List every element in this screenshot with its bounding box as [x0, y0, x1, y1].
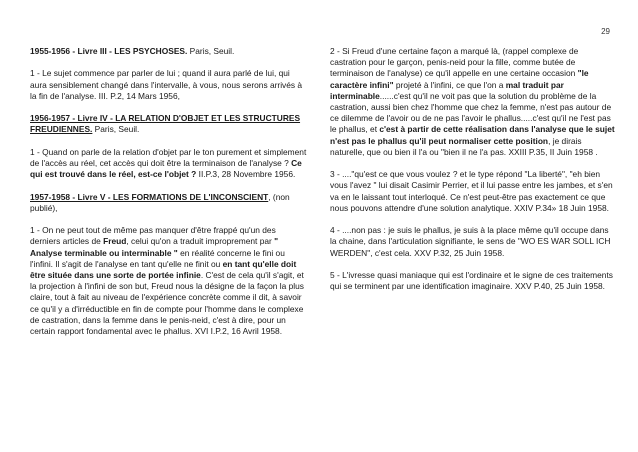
emphasis-text: c'est à partir de cette réalisation dans l'analyse que le sujet n'est pas le phallus qu'il peut normaliser cette position [330, 124, 615, 146]
emphasis-text: en tant qu'elle doit être située dans une sorte de portée infinie [30, 258, 297, 280]
emphasis-text: Freud [103, 236, 127, 247]
section-3-heading [30, 192, 308, 214]
section-3-paragraph [30, 225, 308, 337]
text-run: , je dirais naturelle, que ou bien il l'a ou "bien il ne l'a pas. XXIII P.35, II Juin 1958 . [330, 135, 598, 157]
section-2-paragraph [30, 147, 308, 181]
text-run: 1 - Quand on parle de la relation d'objet par le ton purement et simplement de l'accès au réel, cet accès qui doit être la terminaison de l'analyse ? [30, 146, 307, 168]
text-run: 2 - Si Freud d'une certaine façon a marqué là, (rappel complexe de castration pour le garçon, penis-neid pour la fille, comme butée de terminaison de l'analyse) ce qu'il appelle en une certaine occasion [330, 46, 579, 79]
left-column [30, 46, 308, 348]
section-1-paragraph: 1 - Le sujet commence par parler de lui ; quand il aura parlé de lui, qui aura sensiblement changé dans l'intervalle, à vous, nous serons arrivés à la fin de l'analyse. III. P.2, 14 Mars 1956, [30, 68, 303, 101]
text-run: en réalité concerne le fini ou l'infini. Il s'agit de l'analyse en tant qu'elle ne finit ou [30, 247, 285, 269]
paragraph-2 [330, 46, 616, 158]
text-run: . C'est de cela qu'il s'agit, et la projection à l'infini de son but, Freud nous la désigne de la façon la plus claire, tout à fait au niveau de l'expérience concrète comme il dit, à savoir ce qu'il y a d'irréductible en fin de compte pour l'homme dans le complexe de castration, dans la femme dans le penis-neid, c'est à dire, pour un certain rapport fondamental avec le phallus. XVI I.P.2, 16 Avril 1958. [30, 269, 304, 336]
text-run: ......c'est qu'il ne voit pas que la solution du problème de la castration, aussi bien chez l'homme que chez la femme, n'est pas autour de ce dilemme de l'avoir ou de ne pas l'avoir le phallus.....c'est qu'il ne l'est pas le phallus, et [330, 90, 612, 135]
section-1-title: 1955-1956 - Livre III - LES PSYCHOSES. [30, 46, 188, 56]
page-number: 29 [601, 27, 610, 36]
right-column [330, 46, 616, 304]
text-run: II.P.3, 28 Novembre 1956. [196, 169, 296, 180]
paragraph-3: 3 - ...."qu'est ce que vous voulez ? et le type répond "La liberté", "eh bien vous l'avez " lui disait Casimir Perrier, et il lui passe entre les jambes, et s'en va en le laissant tout interloqué. Ce n'est peut-être pas exactement ce que nous pouvons attendre d'une solution analytique. XXIV P.34» 18 Juin 1958. [330, 169, 613, 213]
section-1-source: Paris, Seuil. [187, 46, 235, 56]
paragraph-4: 4 - ....non pas : je suis le phallus, je suis à la place même qu'il occupe dans la chaine, dans l'articulation signifiante, le sens de "WO ES WAR SOLL ICH WERDEN", c'est cela. XXV P.32, 25 Juin 1958. [330, 225, 611, 258]
section-3-source: , (non publié), [30, 191, 290, 213]
emphasis-text: mal traduit par interminable [330, 79, 564, 101]
text-run: projeté à l'infini, ce que l'on a [393, 79, 506, 90]
section-2-title: 1956-1957 - Livre IV - LA RELATION D'OBJET ET LES STRUCTURES FREUDIENNES. [30, 113, 301, 135]
text-run: 1 - On ne peut tout de même pas manquer d'être frappé qu'un des derniers articles de [30, 225, 276, 247]
emphasis-text: " Analyse terminable ou interminable " [30, 236, 279, 258]
emphasis-text: "le caractère infini" [330, 68, 589, 90]
paragraph-5: 5 - L'ivresse quasi maniaque qui est l'ordinaire et le signe de ces traitements qui se terminent par une identification imaginaire. XXV P.40, 25 Juin 1958. [330, 270, 613, 292]
emphasis-text: Ce qui est trouvé dans le réel, est-ce l'objet ? [30, 157, 302, 180]
section-2-heading [30, 113, 308, 135]
section-2-source: Paris, Seuil. [92, 124, 140, 135]
text-run: , celui qu'on a traduit improprement par [126, 236, 275, 247]
section-3-title: 1957-1958 - Livre V - LES FORMATIONS DE L'INCONSCIENT [30, 191, 269, 202]
section-1-heading [30, 46, 308, 57]
